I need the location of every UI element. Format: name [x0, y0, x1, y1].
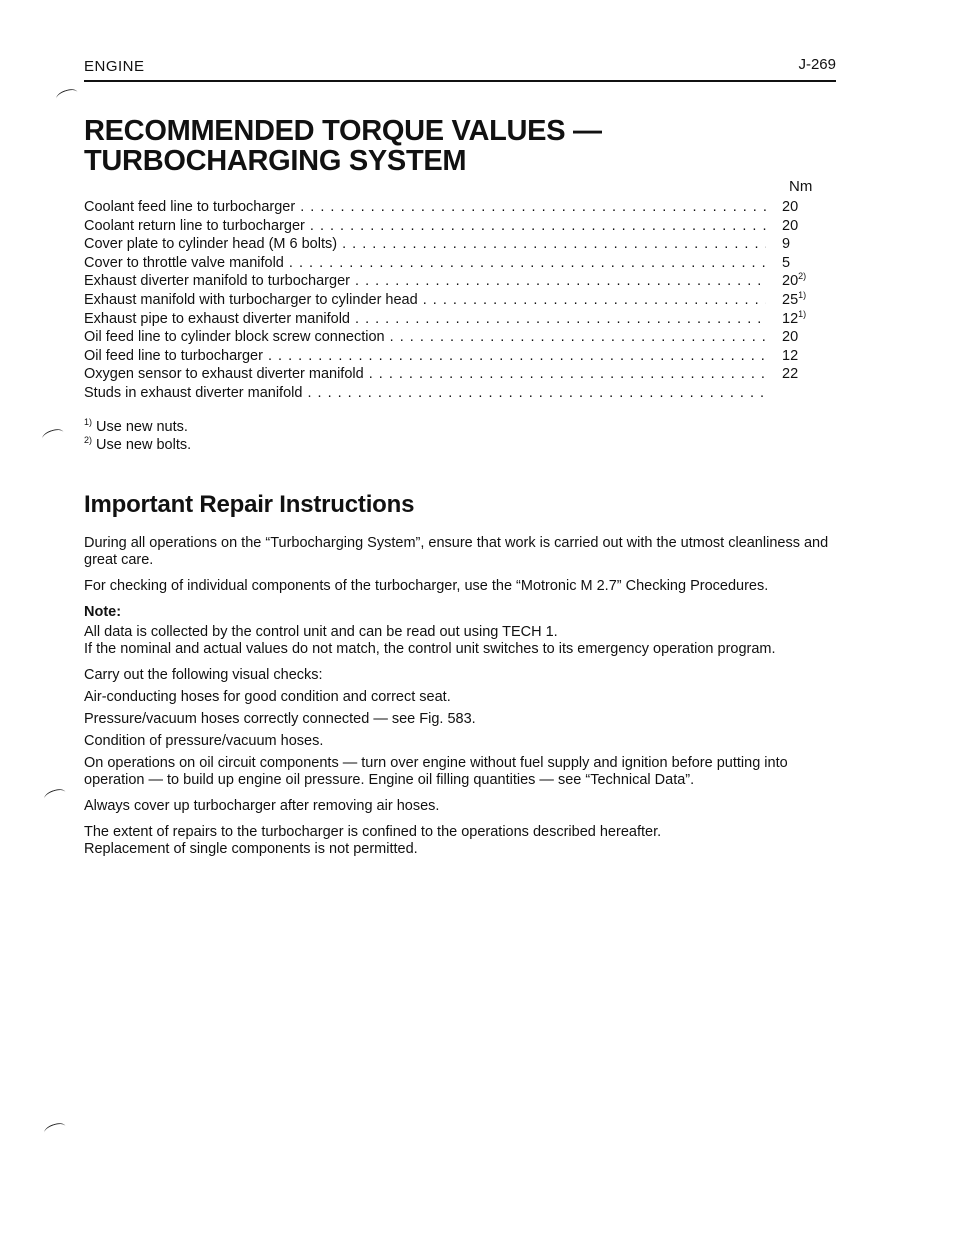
torque-value: 25$^{1)}$	[782, 290, 807, 308]
torque-row	[84, 272, 844, 291]
margin-mark	[41, 427, 65, 444]
paragraph: For checking of individual components of the turbocharger, use the “Motronic M 2.7” Checking Procedures.	[84, 578, 769, 594]
torque-table	[84, 198, 844, 403]
torque-label: Exhaust diverter manifold to turbocharger . . .	[84, 272, 766, 291]
torque-row	[84, 254, 844, 273]
torque-value: 20	[782, 199, 799, 215]
torque-value: 12$^{1)}$	[782, 309, 807, 327]
torque-label: Oil feed line to cylinder block screw connection . . .	[84, 328, 766, 347]
page-title: RECOMMENDED TORQUE VALUES — TURBOCHARGING SYSTEM	[84, 115, 602, 177]
torque-value: 5	[782, 254, 791, 271]
torque-label: Cover to throttle valve manifold . . .	[84, 254, 766, 273]
torque-row	[84, 310, 844, 329]
page-header	[84, 56, 836, 82]
paragraph-line: Replacement of single components is not permitted.	[84, 841, 418, 857]
section-name: ENGINE	[84, 58, 145, 75]
paragraph: During all operations on the “Turbocharging System”, ensure that work is carried out with the utmost cleanliness and great care.	[84, 535, 829, 568]
unit-header: Nm	[789, 178, 813, 195]
torque-label: Exhaust manifold with turbocharger to cylinder head . . .	[84, 291, 766, 310]
margin-mark	[43, 787, 67, 804]
torque-value: 22	[782, 366, 799, 383]
check-item: Condition of pressure/vacuum hoses.	[84, 733, 324, 749]
torque-value: 20	[782, 329, 799, 346]
note-label: Note:	[84, 604, 122, 620]
torque-label: Coolant return line to turbocharger . . .	[84, 217, 766, 236]
torque-row	[84, 347, 844, 366]
torque-value: 9	[782, 236, 791, 253]
note-line: All data is collected by the control unit and can be read out using TECH 1.	[84, 624, 558, 640]
torque-label: Oil feed line to turbocharger . . .	[84, 347, 766, 366]
torque-label: Coolant feed line to turbocharger . . .	[84, 198, 766, 217]
paragraph: Carry out the following visual checks:	[84, 667, 323, 683]
footnotes	[84, 418, 191, 454]
torque-label: Cover plate to cylinder head (M 6 bolts) . . .	[84, 235, 766, 254]
torque-value: 12	[782, 347, 799, 364]
torque-row	[84, 198, 844, 217]
torque-label: Oxygen sensor to exhaust diverter manifold . . .	[84, 365, 766, 384]
footnote: $^{2)}$ Use new bolts.	[84, 435, 192, 453]
torque-row	[84, 328, 844, 347]
torque-value: 20$^{2)}$	[782, 272, 807, 290]
paragraph: Always cover up turbocharger after removing air hoses.	[84, 798, 440, 814]
torque-row	[84, 235, 844, 254]
note-line: If the nominal and actual values do not match, the control unit switches to its emergency operation program.	[84, 641, 776, 657]
torque-row	[84, 217, 844, 236]
margin-mark	[55, 87, 79, 104]
check-item: Air-conducting hoses for good condition and correct seat.	[84, 689, 451, 705]
footnote: $^{1)}$ Use new nuts.	[84, 417, 188, 435]
instructions-body	[84, 535, 840, 858]
torque-value: 20	[782, 217, 799, 234]
section-heading: Important Repair Instructions	[84, 491, 415, 518]
margin-mark	[43, 1121, 67, 1138]
torque-label: Exhaust pipe to exhaust diverter manifold . . .	[84, 310, 766, 329]
paragraph-line: The extent of repairs to the turbocharger is confined to the operations described hereafter.	[84, 824, 662, 840]
torque-row	[84, 291, 844, 310]
check-item: On operations on oil circuit components — turn over engine without fuel supply and ignition before putting into operation — to build up engine oil pressure. Engine oil filling quantities — see “Technical Data”.	[84, 755, 788, 788]
torque-row	[84, 365, 844, 384]
check-item: Pressure/vacuum hoses correctly connected — see Fig. 583.	[84, 711, 476, 727]
torque-label: Studs in exhaust diverter manifold . . .	[84, 384, 766, 403]
torque-row	[84, 384, 844, 403]
page-number: J-269	[798, 56, 836, 73]
